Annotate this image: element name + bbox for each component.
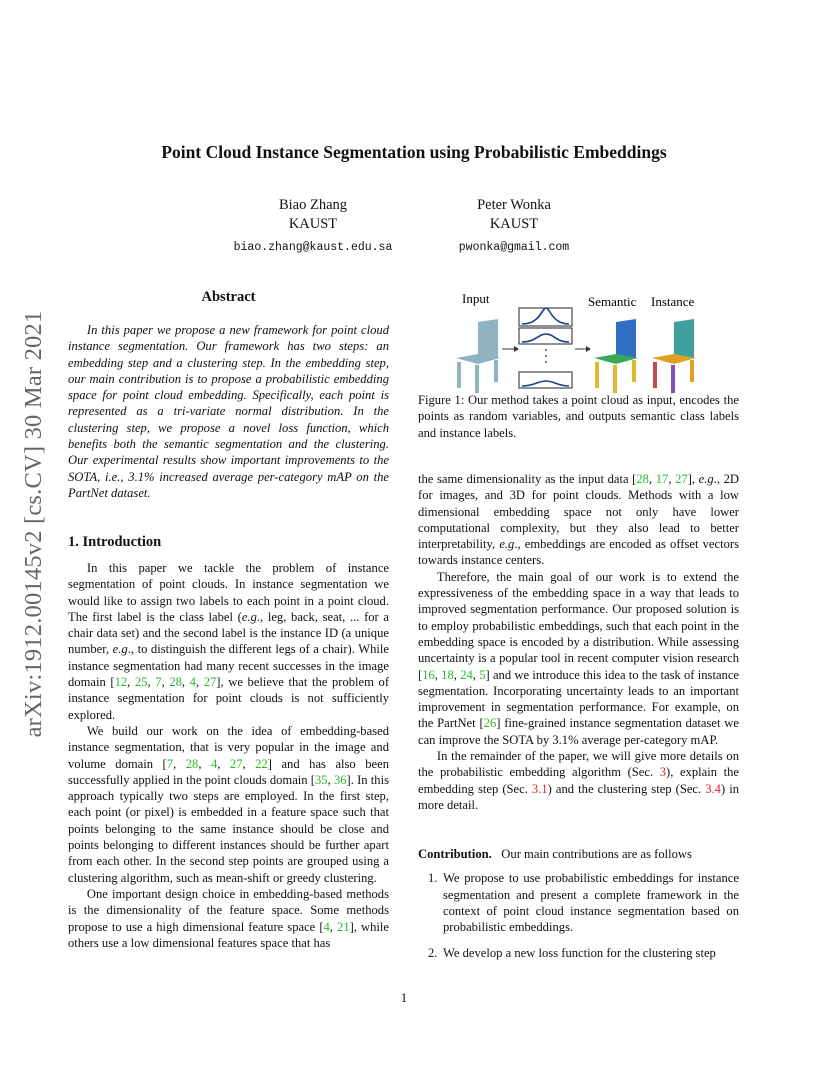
citation-link[interactable]: 16 [422,667,435,682]
citation-link[interactable]: 35 [315,772,328,787]
citation-link[interactable]: 22 [255,756,268,771]
intro-paragraph-2: We build our work on the idea of embedding-based instance segmentation, that is very popular in the image and volume domain [7, 28, 4, 27, 22] and has also been successfully applied in the point clouds domain [35, 36]. In this approach typically two steps are employed. In the first step, each point (or pixel) is embedded in a feature space such that points belonging to the same instance should be close and points belonging to different instances should be further apart from each other. In the second step points are grouped using a clustering algorithm, such as mean-shift or greedy clustering. [68,723,390,885]
author-2-affiliation: KAUST [489,216,539,232]
figure-label-input: Input [462,291,490,306]
author-1-affiliation: KAUST [288,216,338,232]
citation-link[interactable]: 7 [155,675,162,690]
citation-link[interactable]: 24 [460,667,473,682]
right-paragraph-3: In the remainder of the paper, we will give more details on the probabilistic embedding algorithm (Sec. 3), explain the embedding step (Sec. 3.1) and the clustering step (Sec. 3.4) in more detail. [418,749,739,812]
citation-link[interactable]: 5 [479,667,486,682]
author-1 [213,196,413,257]
list-item: 1. We propose to use probabilistic embeddings for instance segmentation and present a complete framework in the context of point cloud instance segmentation based on probabilistic embeddings. [428,871,739,935]
figure-label-instance: Instance [651,294,695,309]
page-number: 1 [400,990,408,1005]
distribution-box-icon [519,308,572,326]
instance-chair-icon [652,319,696,393]
intro-paragraph-1: In this paper we tackle the problem of instance segmentation of point clouds. In instance segmentation we would like to assign two labels to each point in a point cloud. The first label is the class label (e.g., leg, back, seat, ... for a chair data set) and the second label is the instance ID (a unique number, e.g., to distinguish the different legs of a chair). While instance segmentation had many recent successes in the image domain [12, 25, 7, 28, 4, 27], we believe that the problem of instance segmentation for point clouds is not sufficiently explored. [68,561,390,722]
semantic-chair-icon [594,319,638,393]
citation-link[interactable]: 21 [337,919,350,934]
author-2-email: pwonka@gmail.com [458,241,570,254]
citation-link[interactable]: 4 [210,756,218,771]
author-1-email: biao.zhang@kaust.edu.sa [233,241,393,254]
input-chair-icon [456,319,500,393]
abstract-heading: Abstract [201,289,256,305]
ellipsis-dots-icon [545,349,547,363]
section-ref-link[interactable]: 3 [659,765,667,780]
contribution-section [418,846,739,962]
citation-link[interactable]: 26 [483,716,497,731]
abstract-body [68,322,389,501]
section-ref-link[interactable]: 3.1 [531,781,548,796]
citation-link[interactable]: 25 [134,675,148,690]
figure-label-semantic: Semantic [588,294,637,309]
arrow-right-icon [575,346,591,352]
citation-link[interactable]: 36 [333,772,347,787]
intro-paragraph-3: One important design choice in embedding-based methods is the dimensionality of the feature space. Some methods propose to use a high dimensional feature space [4, 21], while others use a low dimensional features space that has [68,886,389,950]
citation-link[interactable]: 27 [203,675,217,690]
figure-1-illustration [418,286,739,396]
citation-link[interactable]: 28 [636,472,649,486]
citation-link[interactable]: 28 [185,756,199,771]
citation-link[interactable]: 27 [675,472,688,486]
contribution-lead: Contribution. Our main contributions are as follows [418,847,692,861]
citation-link[interactable]: 4 [323,919,330,934]
citation-link[interactable]: 17 [655,472,669,486]
right-paragraph-2: Therefore, the main goal of our work is to extend the expressiveness of the embedding space in a way that leads to improved segmentation performance. Our proposed solution is to employ probabilistic embeddings, such that each point in the embedding space is encoded by a distribution. While assessing uncertainty is a popular tool in recent computer vision research [16, 18, 24, 5] and we introduce this idea to the task of instance segmentation. Incorporating uncertainty leads to an important improvement in segmentation performance. For example, on the PartNet [26] fine-grained instance segmentation dataset we can improve the SOTA by 3.1% average per-category mAP. [418,569,740,747]
list-item: 2. We develop a new loss function for the clustering step [428,946,716,961]
citation-link[interactable]: 27 [229,756,243,771]
section-ref-link[interactable]: 3.4 [705,781,721,796]
citation-link[interactable]: 7 [166,756,174,771]
section-heading-introduction: 1. Introduction [68,534,162,550]
arxiv-stamp-text: arXiv:1912.00145v2 [cs.CV] 30 Mar 2021 [20,310,47,738]
citation-link[interactable]: 4 [189,675,196,690]
figure-1-caption: Figure 1: Our method takes a point cloud as input, encodes the points as random variables, and outputs semantic class labels and instance labels. [418,393,739,440]
right-column-body [418,471,739,813]
arxiv-stamp [18,286,50,762]
arrow-right-icon [502,346,519,352]
author-2-name: Peter Wonka [477,197,551,213]
figure-1 [418,286,739,396]
citation-link[interactable]: 12 [114,675,128,690]
distribution-box-icon [519,328,572,344]
abstract-text: In this paper we propose a new framework for point cloud instance segmentation. Our framework has two steps: an embedding step and a clustering step. In the embedding step, our main contribution is to propose a probabilistic embedding space for point cloud embedding. Specifically, each point is represented as a tri-variate normal distribution. In the clustering step, we propose a novel loss function, which benefits both the semantic segmentation and the clustering. Our experimental results show important improvements to the SOTA, i.e., 3.1% increased average per-category mAP on the PartNet dataset. [68,323,389,500]
author-1-name: Biao Zhang [278,197,348,213]
introduction-body [68,560,389,951]
paper-title: Point Cloud Instance Segmentation using Probabilistic Embeddings [161,142,667,162]
contribution-heading: Contribution. [418,847,492,861]
citation-link[interactable]: 18 [441,667,454,682]
distribution-box-icon [519,372,572,388]
contribution-list [418,870,739,961]
author-2 [414,196,614,257]
citation-link[interactable]: 28 [169,675,182,690]
right-paragraph-1: the same dimensionality as the input data [28, 17, 27], e.g., 2D for images, and 3D for point clouds. Methods with a low dimensional embedding space not only have lower computational complexity, but they also lead to better interpretability, e.g., embeddings are encoded as offset vectors towards instance centers. [418,472,740,568]
